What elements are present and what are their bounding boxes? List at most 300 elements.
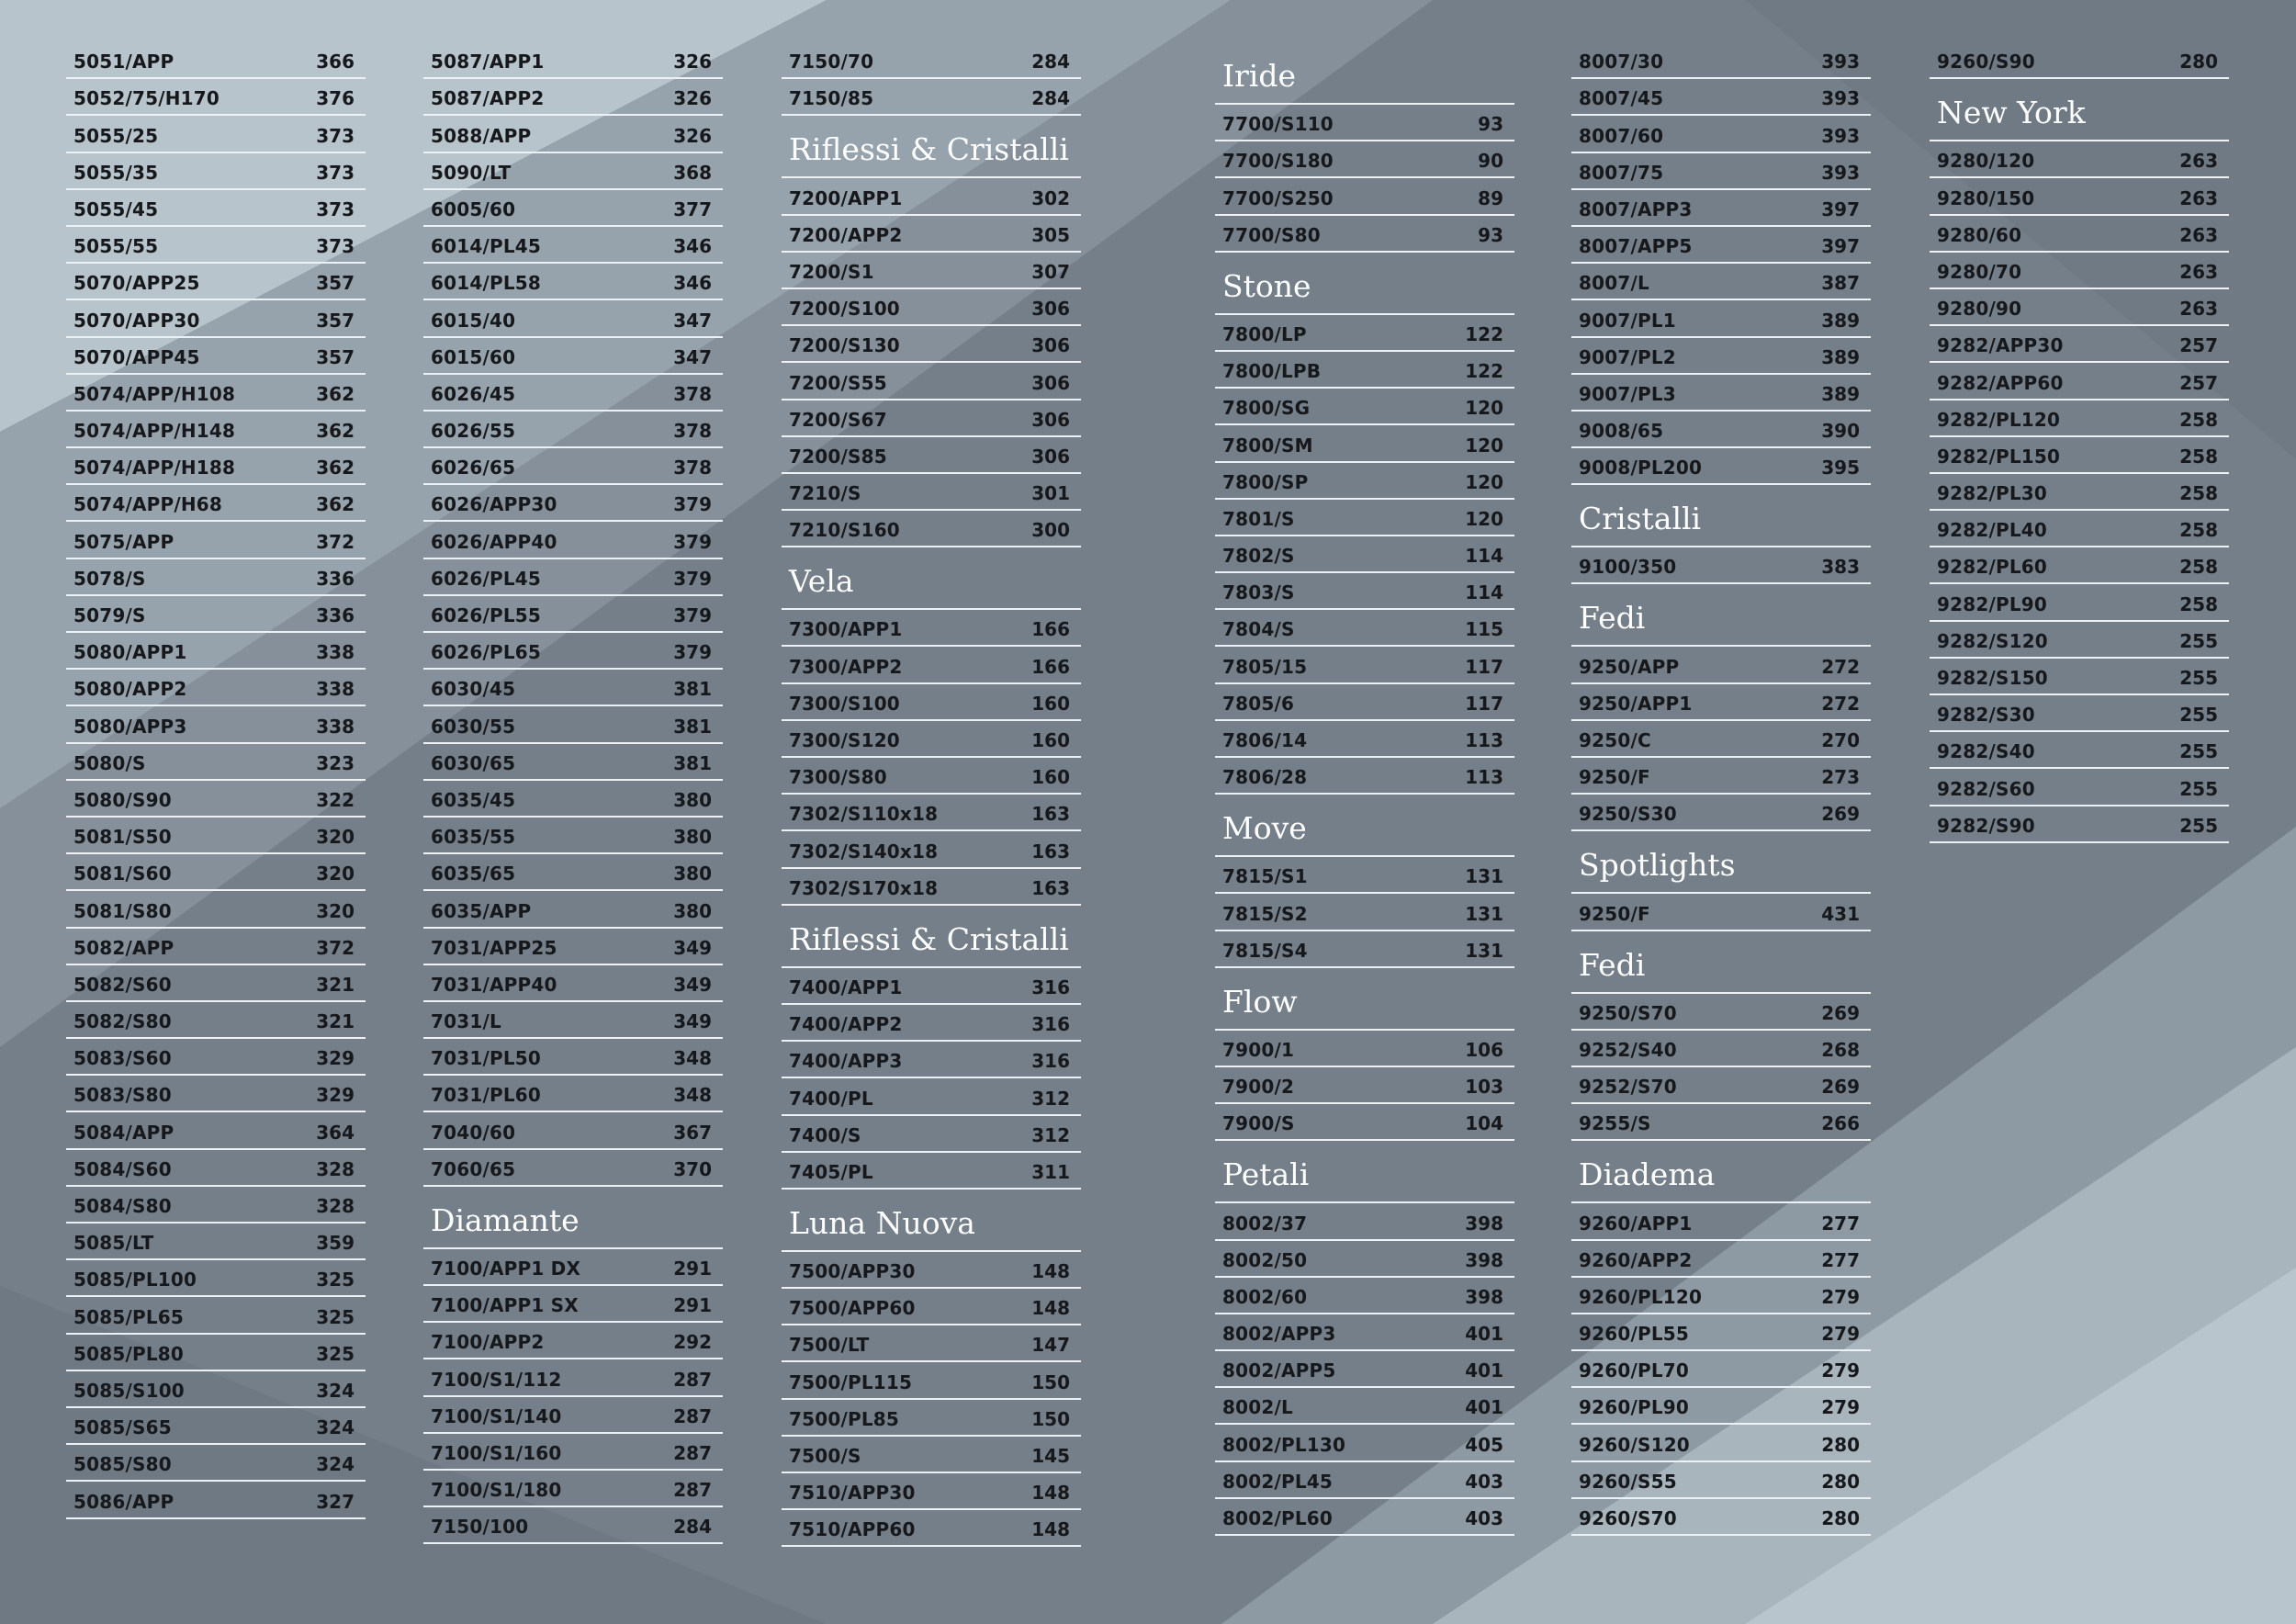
index-row [1571, 1278, 1871, 1314]
page-number: 366 [316, 51, 355, 73]
page-number: 397 [1821, 197, 1860, 220]
index-row [1215, 1314, 1514, 1351]
product-code: 7300/S100 [789, 692, 900, 715]
index-row [1571, 79, 1871, 116]
product-code: 5080/APP1 [73, 641, 187, 664]
page-number: 307 [1031, 260, 1070, 283]
index-row [423, 633, 723, 670]
page-number: 280 [1821, 1507, 1860, 1529]
page-number: 324 [316, 1416, 355, 1439]
index-row [423, 190, 723, 227]
page-number: 150 [1031, 1370, 1070, 1393]
index-row [66, 891, 366, 928]
product-code: 5086/APP [73, 1490, 174, 1513]
index-row [66, 929, 366, 965]
page-number: 328 [316, 1195, 355, 1217]
product-code: 7031/APP40 [431, 973, 557, 996]
page-number: 347 [673, 345, 712, 368]
section-heading [782, 547, 1081, 610]
product-code: 7500/APP60 [789, 1297, 916, 1320]
product-code: 7400/S [789, 1123, 861, 1146]
page-number: 114 [1465, 581, 1503, 604]
index-row [423, 929, 723, 965]
product-code: 9008/PL200 [1579, 457, 1703, 479]
page-number: 258 [2179, 592, 2218, 615]
page-number: 327 [316, 1490, 355, 1513]
section-heading-text: Move [1222, 810, 1307, 847]
index-row [66, 1408, 366, 1445]
index-row [1571, 721, 1871, 758]
index-row [1215, 758, 1514, 795]
index-row [1215, 1104, 1514, 1141]
index-row [66, 1039, 366, 1076]
product-code: 7210/S160 [789, 519, 900, 542]
product-code: 5085/S100 [73, 1379, 185, 1402]
index-row [1571, 758, 1871, 795]
page-number: 376 [316, 87, 355, 110]
section-heading-text: Stone [1222, 267, 1311, 304]
index-row [1215, 105, 1514, 141]
index-row [1215, 1278, 1514, 1314]
page-number: 255 [2179, 704, 2218, 727]
index-row [1215, 684, 1514, 721]
product-code: 5079/S [73, 604, 146, 626]
index-row [782, 1289, 1081, 1325]
product-code: 8002/PL45 [1222, 1470, 1334, 1493]
section-heading [782, 906, 1081, 968]
page-number: 372 [316, 530, 355, 553]
page-number: 270 [1821, 729, 1860, 751]
product-code: 8007/APP3 [1579, 197, 1693, 220]
page-number: 380 [673, 826, 712, 849]
product-code: 9282/S150 [1937, 667, 2048, 689]
product-code: 7031/L [431, 1010, 501, 1033]
index-row [782, 610, 1081, 647]
index-row [1571, 448, 1871, 485]
page-number: 263 [2179, 186, 2218, 209]
product-code: 9260/PL55 [1579, 1323, 1690, 1346]
index-column-6 [1930, 42, 2229, 843]
index-row [782, 437, 1081, 474]
index-row [423, 781, 723, 818]
index-row [1930, 769, 2229, 806]
product-code: 9250/F [1579, 766, 1650, 789]
index-row [1930, 584, 2229, 621]
page-number: 150 [1031, 1407, 1070, 1430]
index-row [423, 559, 723, 596]
index-row [66, 116, 366, 152]
page-number: 257 [2179, 371, 2218, 394]
index-row [782, 1400, 1081, 1437]
product-code: 7815/S1 [1222, 865, 1308, 888]
page-number: 321 [316, 973, 355, 996]
section-heading-text: New York [1937, 95, 2086, 131]
product-code: 5081/S80 [73, 899, 172, 922]
index-row [423, 227, 723, 264]
product-code: 7200/S1 [789, 260, 874, 283]
index-row [782, 1252, 1081, 1289]
page-number: 329 [316, 1047, 355, 1070]
product-code: 7150/70 [789, 51, 874, 73]
page-number: 312 [1031, 1087, 1070, 1110]
section-heading [1571, 831, 1871, 894]
index-row [423, 744, 723, 781]
page-number: 255 [2179, 667, 2218, 689]
page-number: 258 [2179, 519, 2218, 542]
product-code: 8007/45 [1579, 87, 1664, 110]
index-row [1215, 721, 1514, 758]
page-number: 104 [1465, 1112, 1503, 1135]
index-row [66, 1150, 366, 1187]
index-row [1930, 326, 2229, 363]
page-number: 120 [1465, 470, 1503, 493]
page-number: 163 [1031, 876, 1070, 899]
product-code: 9250/S70 [1579, 1001, 1677, 1024]
page-number: 306 [1031, 371, 1070, 394]
section-heading [1571, 1141, 1871, 1203]
index-row [1930, 400, 2229, 437]
index-row [1215, 1241, 1514, 1278]
index-row [66, 42, 366, 79]
page-number: 90 [1478, 150, 1503, 173]
product-code: 5080/S90 [73, 788, 172, 811]
index-row [66, 1076, 366, 1112]
section-heading-text: Diadema [1579, 1156, 1716, 1193]
index-row [1571, 1104, 1871, 1141]
page-number: 325 [316, 1342, 355, 1365]
page-number: 338 [316, 715, 355, 738]
index-row [782, 289, 1081, 326]
page-number: 380 [673, 899, 712, 922]
product-code: 7815/S4 [1222, 939, 1308, 962]
index-column-3 [782, 42, 1081, 1547]
product-code: 9007/PL1 [1579, 309, 1676, 332]
index-row [66, 706, 366, 743]
product-code: 9252/S70 [1579, 1076, 1677, 1099]
product-code: 7100/APP1 SX [431, 1294, 579, 1317]
index-row [1215, 1462, 1514, 1499]
index-row [66, 596, 366, 633]
product-code: 7900/S [1222, 1112, 1295, 1135]
index-row [423, 1249, 723, 1286]
index-row [1571, 994, 1871, 1031]
page-number: 362 [316, 382, 355, 405]
page-number: 306 [1031, 445, 1070, 468]
product-code: 5085/PL65 [73, 1305, 185, 1328]
product-code: 8007/L [1579, 272, 1649, 295]
page-number: 122 [1465, 360, 1503, 383]
product-code: 9280/90 [1937, 298, 2022, 321]
index-row [1571, 1499, 1871, 1536]
product-code: 5055/55 [73, 235, 159, 258]
index-row [782, 1005, 1081, 1042]
page-number: 349 [673, 1010, 712, 1033]
product-code: 7031/PL50 [431, 1047, 542, 1070]
page-number: 357 [316, 272, 355, 295]
product-code: 9250/S30 [1579, 803, 1677, 826]
product-code: 7510/APP60 [789, 1518, 916, 1541]
product-code: 7200/S85 [789, 445, 887, 468]
index-row [782, 474, 1081, 511]
index-row [423, 891, 723, 928]
page-number: 269 [1821, 1076, 1860, 1099]
page-number: 163 [1031, 840, 1070, 863]
page-number: 263 [2179, 298, 2218, 321]
product-code: 9255/S [1579, 1112, 1651, 1135]
index-row [66, 338, 366, 375]
index-row [1571, 42, 1871, 79]
index-row [1571, 1462, 1871, 1499]
page-number: 316 [1031, 1050, 1070, 1073]
page-number: 258 [2179, 482, 2218, 505]
index-row [423, 1359, 723, 1396]
product-code: 6026/65 [431, 457, 516, 479]
page-number: 380 [673, 788, 712, 811]
product-code: 7805/6 [1222, 692, 1295, 715]
product-code: 7400/APP1 [789, 976, 903, 998]
index-row [66, 1482, 366, 1518]
product-code: 9260/S70 [1579, 1507, 1677, 1529]
page-number: 338 [316, 641, 355, 664]
page-number: 306 [1031, 408, 1070, 431]
page-number: 279 [1821, 1359, 1860, 1382]
index-row [66, 227, 366, 264]
page-number: 398 [1465, 1248, 1503, 1271]
page-number: 325 [316, 1269, 355, 1291]
index-row [1571, 1241, 1871, 1278]
index-row [66, 965, 366, 1002]
product-code: 8002/PL60 [1222, 1507, 1334, 1529]
page-number: 160 [1031, 692, 1070, 715]
index-row [782, 363, 1081, 400]
page-number: 163 [1031, 803, 1070, 826]
section-heading [1571, 931, 1871, 994]
product-code: 7200/S55 [789, 371, 887, 394]
product-code: 9282/APP60 [1937, 371, 2064, 394]
product-code: 5085/LT [73, 1232, 154, 1255]
product-code: 6014/PL45 [431, 235, 542, 258]
page-number: 326 [673, 51, 712, 73]
section-heading [1930, 79, 2229, 141]
page-number: 114 [1465, 545, 1503, 568]
index-row [1215, 141, 1514, 178]
page-number: 120 [1465, 507, 1503, 530]
product-code: 7500/PL115 [789, 1370, 913, 1393]
section-heading-text: Riflessi & Cristalli [789, 920, 1069, 957]
section-heading [1215, 968, 1514, 1031]
page-number: 160 [1031, 766, 1070, 789]
page-number: 324 [316, 1379, 355, 1402]
page-number: 329 [316, 1084, 355, 1107]
product-code: 7150/100 [431, 1516, 529, 1539]
page-number: 287 [673, 1368, 712, 1391]
page-number: 292 [673, 1331, 712, 1354]
product-code: 9250/APP [1579, 655, 1680, 678]
index-row [1215, 1203, 1514, 1240]
index-row [423, 485, 723, 522]
index-row [1571, 1388, 1871, 1425]
product-code: 9282/S30 [1937, 704, 2035, 727]
product-code: 5082/S60 [73, 973, 172, 996]
product-code: 7400/APP3 [789, 1050, 903, 1073]
index-row [1571, 153, 1871, 190]
index-row [1215, 500, 1514, 536]
index-row [66, 300, 366, 337]
index-row [66, 1224, 366, 1260]
index-row [66, 1335, 366, 1371]
product-code: 9252/S40 [1579, 1038, 1677, 1061]
product-code: 5085/S80 [73, 1453, 172, 1476]
page-number: 379 [673, 567, 712, 590]
product-code: 6026/55 [431, 420, 516, 443]
page-number: 316 [1031, 1013, 1070, 1036]
index-row [782, 253, 1081, 289]
page-number: 390 [1821, 420, 1860, 443]
product-code: 8002/APP5 [1222, 1359, 1336, 1382]
product-code: 7302/S170x18 [789, 876, 939, 899]
page-number: 393 [1821, 51, 1860, 73]
section-heading [1215, 1141, 1514, 1203]
page-number: 379 [673, 493, 712, 516]
product-code: 7500/PL85 [789, 1407, 900, 1430]
index-row [782, 721, 1081, 758]
product-code: 8002/APP3 [1222, 1323, 1336, 1346]
index-row [782, 684, 1081, 721]
product-code: 5055/35 [73, 161, 159, 184]
page-number: 381 [673, 751, 712, 774]
page-number: 379 [673, 604, 712, 626]
product-code: 9250/C [1579, 729, 1651, 751]
index-row [66, 818, 366, 854]
index-row [782, 968, 1081, 1005]
product-code: 7700/S180 [1222, 150, 1334, 173]
page-number: 389 [1821, 309, 1860, 332]
page-number: 148 [1031, 1518, 1070, 1541]
index-row [423, 153, 723, 190]
product-code: 7300/S120 [789, 729, 900, 751]
product-code: 5070/APP30 [73, 309, 200, 332]
product-code: 9282/S120 [1937, 629, 2048, 652]
product-code: 6030/45 [431, 678, 516, 701]
index-row [66, 1371, 366, 1408]
product-code: 5082/S80 [73, 1010, 172, 1033]
index-row [782, 42, 1081, 79]
product-code: 9282/S40 [1937, 740, 2035, 763]
page-number: 113 [1465, 729, 1503, 751]
index-row [1571, 894, 1871, 930]
page-number: 272 [1821, 655, 1860, 678]
section-heading-text: Cristalli [1579, 501, 1702, 537]
index-row [66, 1297, 366, 1334]
page-number: 398 [1465, 1212, 1503, 1235]
index-column-5 [1571, 42, 1871, 1536]
index-row [782, 1362, 1081, 1399]
product-code: 6026/APP30 [431, 493, 557, 516]
page-number: 324 [316, 1453, 355, 1476]
index-row [1215, 1031, 1514, 1067]
product-code: 5088/APP [431, 124, 532, 147]
page-number: 263 [2179, 260, 2218, 283]
page-number: 301 [1031, 482, 1070, 505]
product-code: 6035/55 [431, 826, 516, 849]
index-row [1930, 363, 2229, 400]
page-number: 373 [316, 161, 355, 184]
index-row [423, 1323, 723, 1359]
section-heading [782, 116, 1081, 178]
product-code: 7800/SG [1222, 397, 1311, 420]
page-number: 357 [316, 309, 355, 332]
index-row [66, 1445, 366, 1482]
index-row [1930, 547, 2229, 584]
page-number: 349 [673, 936, 712, 959]
index-row [66, 670, 366, 706]
product-code: 7700/S250 [1222, 186, 1334, 209]
product-code: 9282/S60 [1937, 777, 2035, 800]
product-code: 5070/APP45 [73, 345, 200, 368]
index-row [66, 1002, 366, 1039]
section-heading-text: Flow [1222, 983, 1298, 1020]
product-code: 9280/60 [1937, 223, 2022, 246]
section-heading-text: Luna Nuova [789, 1204, 975, 1241]
page-number: 323 [316, 751, 355, 774]
product-code: 9007/PL3 [1579, 382, 1676, 405]
index-row [782, 1437, 1081, 1473]
page-number: 372 [316, 936, 355, 959]
product-code: 7100/APP2 [431, 1331, 545, 1354]
product-code: 9260/APP2 [1579, 1248, 1693, 1271]
page-number: 325 [316, 1305, 355, 1328]
page-number: 145 [1031, 1445, 1070, 1467]
page-number: 405 [1465, 1433, 1503, 1456]
product-code: 9282/PL120 [1937, 408, 2061, 431]
page-number: 269 [1821, 1001, 1860, 1024]
index-row [1930, 622, 2229, 659]
index-row [66, 1260, 366, 1297]
page-number: 287 [673, 1479, 712, 1502]
page-number: 336 [316, 567, 355, 590]
product-code: 9260/APP1 [1579, 1212, 1693, 1235]
page-number: 258 [2179, 408, 2218, 431]
product-code: 5084/S60 [73, 1157, 172, 1180]
page-number: 122 [1465, 322, 1503, 345]
page-number: 393 [1821, 124, 1860, 147]
page-number: 322 [316, 788, 355, 811]
product-code: 5085/PL100 [73, 1269, 197, 1291]
product-code: 7500/LT [789, 1334, 870, 1357]
product-code: 5087/APP2 [431, 87, 545, 110]
index-row [1571, 547, 1871, 584]
page-number: 257 [2179, 334, 2218, 357]
section-heading-text: Vela [789, 563, 854, 600]
page-number: 368 [673, 161, 712, 184]
product-code: 5055/45 [73, 197, 159, 220]
page-number: 305 [1031, 223, 1070, 246]
product-code: 7500/APP30 [789, 1260, 916, 1283]
page-number: 389 [1821, 345, 1860, 368]
section-heading [423, 1187, 723, 1249]
index-row [66, 633, 366, 670]
index-row [423, 1471, 723, 1507]
index-row [1930, 178, 2229, 215]
page-number: 336 [316, 604, 355, 626]
page-number: 120 [1465, 434, 1503, 457]
page-number: 347 [673, 309, 712, 332]
page-number: 389 [1821, 382, 1860, 405]
product-code: 7800/SM [1222, 434, 1313, 457]
page-number: 431 [1821, 902, 1860, 925]
product-code: 5085/PL80 [73, 1342, 185, 1365]
page-number: 147 [1031, 1334, 1070, 1357]
